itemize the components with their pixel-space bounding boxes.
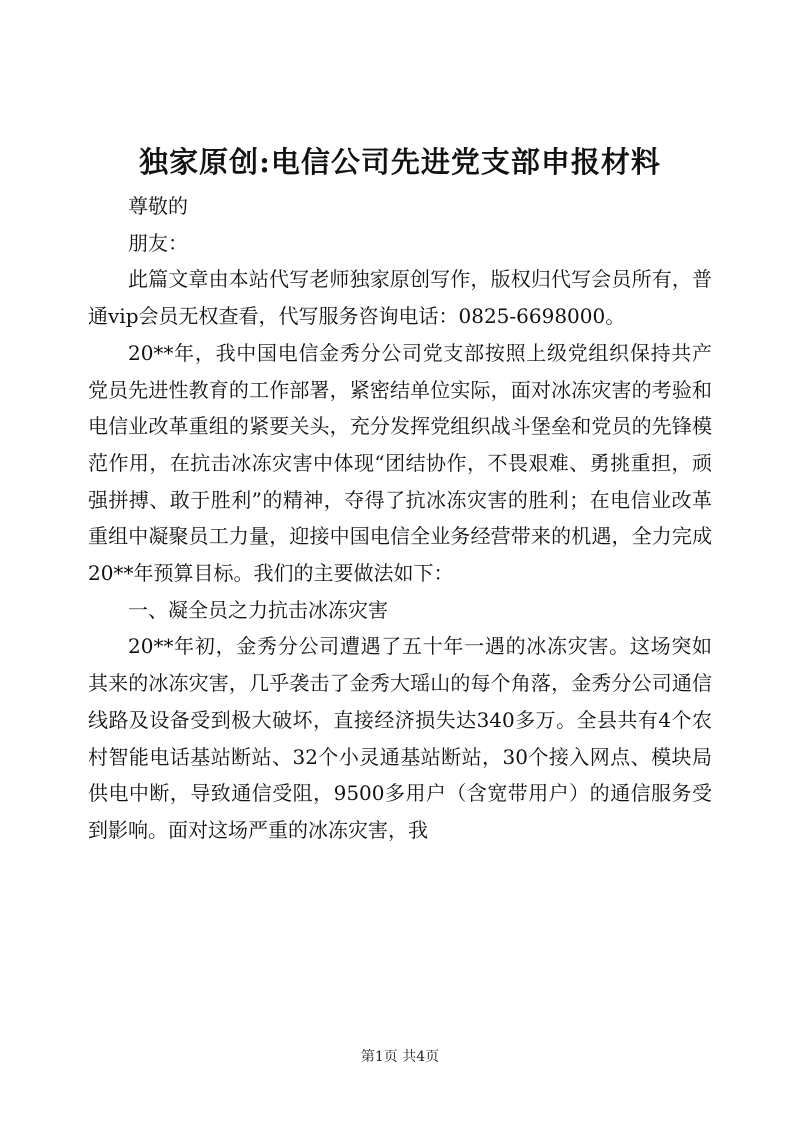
section-heading-1: 一、凝全员之力抗击冰冻灾害 <box>128 597 388 622</box>
section-1-paragraph: 20**年初，金秀分公司遭遇了五十年一遇的冰冻灾害。这场突如其来的冰冻灾害，几乎袭击了金秀大瑶山的每个角落，金秀分公司通信线路及设备受到极大破坏，直接经济损失达340多万。全县共有4个农村智能电话基站断站、32个小灵通基站断站，30个接入网点、模块局供电中断，导致通信受阻，9500多用户（含宽带用户）的通信服务受到影响。面对这场严重的冰冻灾害，我 <box>88 634 712 842</box>
copyright-notice-paragraph: 此篇文章由本站代写老师独家原创写作，版权归代写会员所有，普通vip会员无权查看，代写服务咨询电话：0825-6698000。 <box>88 267 712 329</box>
page-number-footer: 第1页 共4页 <box>360 1049 440 1065</box>
intro-paragraph: 20**年，我中国电信金秀分公司党支部按照上级党组织保持共产党员先进性教育的工作部署，紧密结单位实际，面对冰冻灾害的考验和电信业改革重组的紧要关头，充分发挥党组织战斗堡垒和党员的先锋模范作用，在抗击冰冻灾害中体现“团结协作，不畏艰难、勇挑重担，顽强拼搏、敢于胜利”的精神，夺得了抗冰冻灾害的胜利；在电信业改革重组中凝聚员工力量，迎接中国电信全业务经营带来的机遇，全力完成20**年预算目标。我们的主要做法如下： <box>88 340 712 586</box>
salutation-line-1: 尊敬的 <box>128 194 188 218</box>
document-body <box>88 188 712 849</box>
document-title: 独家原创:电信公司先进党支部申报材料 <box>139 145 661 179</box>
salutation-line-2: 朋友： <box>128 230 188 255</box>
